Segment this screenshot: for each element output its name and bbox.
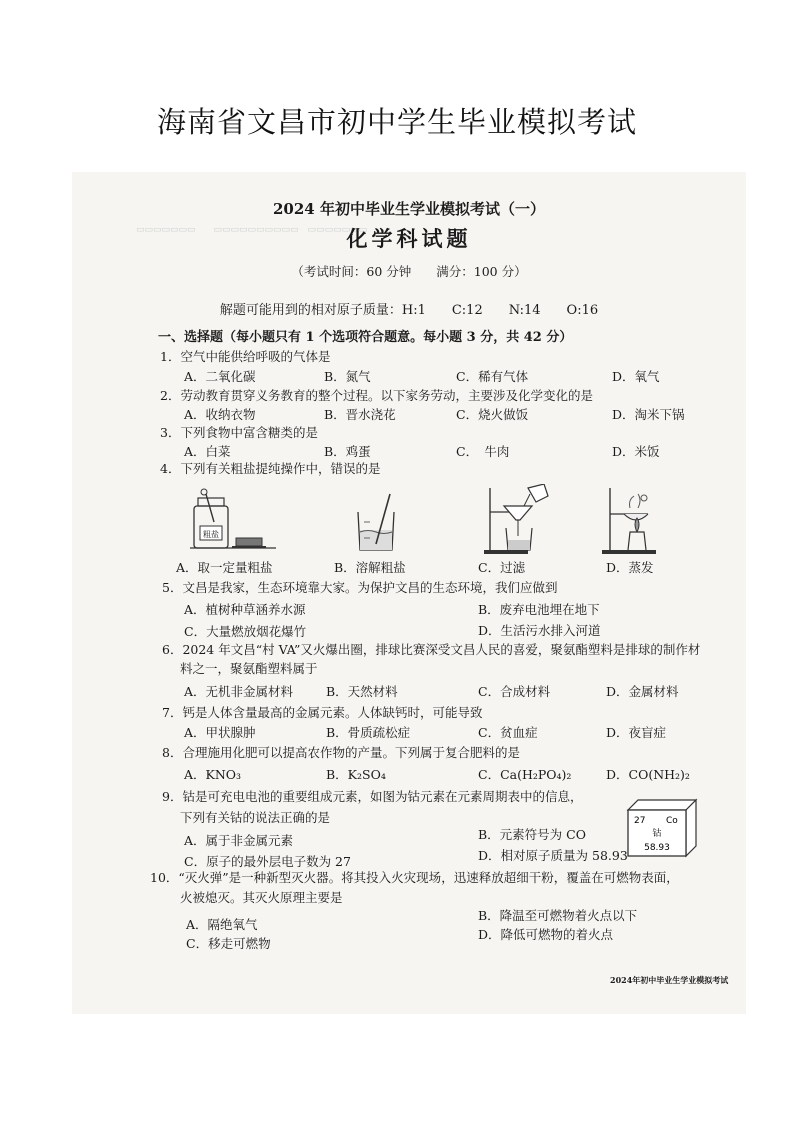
question-stem: 7．钙是人体含量最高的金属元素。人体缺钙时，可能导致 (162, 705, 483, 720)
figure-caption-d: D．蒸发 (606, 560, 654, 575)
question-stem-line1: 9．钴是可充电电池的重要组成元素，如图为钴元素在元素周期表中的信息， (162, 789, 583, 804)
question-stem: 4．下列有关粗盐提纯操作中，错误的是 (160, 461, 381, 476)
option-b: B．废弃电池埋在地下 (478, 602, 600, 617)
option-d: D．生活污水排入河道 (478, 623, 601, 638)
bleed-through-text: ▭▭▭▭▭▭▭ ▭▭▭▭▭▭▭▭▭▭ ▭▭▭▭▭▭▭ (136, 225, 368, 235)
option-a: A．白菜 (184, 444, 231, 459)
atomic-masses: 解题可能用到的相对原子质量：H:1 C:12 N:14 O:16 (219, 303, 599, 318)
question-stem-line2: 料之一，聚氨酯塑料属于 (180, 661, 318, 676)
option-a: A．收纳衣物 (184, 407, 256, 422)
weighing-salt-figure (188, 488, 278, 550)
jar-label: 粗盐 (203, 530, 219, 539)
option-c: C．合成材料 (478, 684, 551, 699)
option-a: A．甲状腺肿 (184, 725, 256, 740)
question-stem-line2: 火被熄灭。其灭火原理主要是 (180, 890, 343, 905)
exam-paper-scan (72, 172, 746, 1014)
option-b: B．鸡蛋 (324, 444, 371, 459)
exam-name: 2024 年初中毕业生学业模拟考试（一） (273, 200, 545, 218)
option-b: B．K₂SO₄ (326, 767, 386, 782)
option-a: A．KNO₃ (184, 767, 242, 782)
option-d: D．金属材料 (606, 684, 679, 699)
filtration-figure (482, 484, 562, 556)
option-d: D．淘米下锅 (612, 407, 685, 422)
option-d: D．CO(NH₂)₂ (606, 767, 690, 782)
question-stem: 8．合理施用化肥可以提高农作物的产量。下列属于复合肥料的是 (162, 745, 520, 760)
option-d: D．相对原子质量为 58.93 (478, 848, 628, 863)
evaporation-figure (600, 486, 664, 556)
question-stem-line1: 10．“灭火弹”是一种新型灭火器。将其投入火灾现场，迅速释放超细干粉，覆盖在可燃物表面， (150, 870, 679, 885)
element-mass: 58.93 (644, 843, 670, 853)
option-c: C．烧火做饭 (456, 407, 529, 422)
option-c: C．原子的最外层电子数为 27 (184, 854, 351, 869)
question-stem: 5．文昌是我家，生态环境靠大家。为保护文昌的生态环境，我们应做到 (162, 580, 558, 595)
option-c: C．大量燃放烟花爆竹 (184, 624, 307, 639)
option-b: B．天然材料 (326, 684, 398, 699)
option-b: B．降温至可燃物着火点以下 (478, 908, 638, 923)
section-title: 一、选择题（每小题只有 1 个选项符合题意。每小题 3 分，共 42 分） (158, 330, 573, 345)
document-title: 海南省文昌市初中学生毕业模拟考试 (156, 105, 637, 139)
question-stem: 3．下列食物中富含糖类的是 (160, 425, 318, 440)
question-stem: 1．空气中能供给呼吸的气体是 (160, 349, 331, 364)
option-d: D．降低可燃物的着火点 (478, 927, 614, 942)
option-c: C．稀有气体 (456, 369, 529, 384)
page-footer: 2024年初中毕业生学业模拟考试 (610, 975, 729, 985)
option-c: C．移走可燃物 (186, 936, 271, 951)
option-a: A．隔绝氧气 (186, 917, 258, 932)
option-b: B．晋水浇花 (324, 407, 396, 422)
option-a: A．二氧化碳 (184, 369, 256, 384)
dissolving-salt-figure (348, 492, 408, 554)
subject-title: 化学科试题 (346, 226, 472, 251)
exam-time: （考试时间：60 分钟 满分：100 分） (291, 264, 527, 279)
option-c: C． 牛肉 (456, 444, 510, 459)
figure-caption-b: B．溶解粗盐 (334, 560, 406, 575)
option-a: A．无机非金属材料 (184, 684, 294, 699)
element-tile-figure (624, 796, 700, 858)
option-a: A．属于非金属元素 (184, 833, 294, 848)
figure-caption-a: A．取一定量粗盐 (176, 560, 273, 575)
option-d: D．夜盲症 (606, 725, 667, 740)
option-d: D．米饭 (612, 444, 660, 459)
option-b: B．骨质疏松症 (326, 725, 411, 740)
element-symbol: Co (666, 816, 678, 826)
option-b: B．氮气 (324, 369, 371, 384)
option-c: C．Ca(H₂PO₄)₂ (478, 767, 572, 782)
question-stem: 2．劳动教育贯穿义务教育的整个过程。以下家务劳动，主要涉及化学变化的是 (160, 388, 593, 403)
element-number: 27 (634, 816, 646, 826)
option-c: C．贫血症 (478, 725, 538, 740)
option-a: A．植树种草涵养水源 (184, 602, 306, 617)
element-name: 钴 (652, 829, 662, 839)
figure-caption-c: C．过滤 (478, 560, 526, 575)
question-stem-line1: 6．2024 年文昌“村 VA”又火爆出圈，排球比赛深受文昌人民的喜爱，聚氨酯塑料是排球的制作材 (162, 642, 701, 657)
option-b: B．元素符号为 CO (478, 827, 586, 842)
question-stem-line2: 下列有关钴的说法正确的是 (180, 810, 331, 825)
option-d: D．氧气 (612, 369, 660, 384)
